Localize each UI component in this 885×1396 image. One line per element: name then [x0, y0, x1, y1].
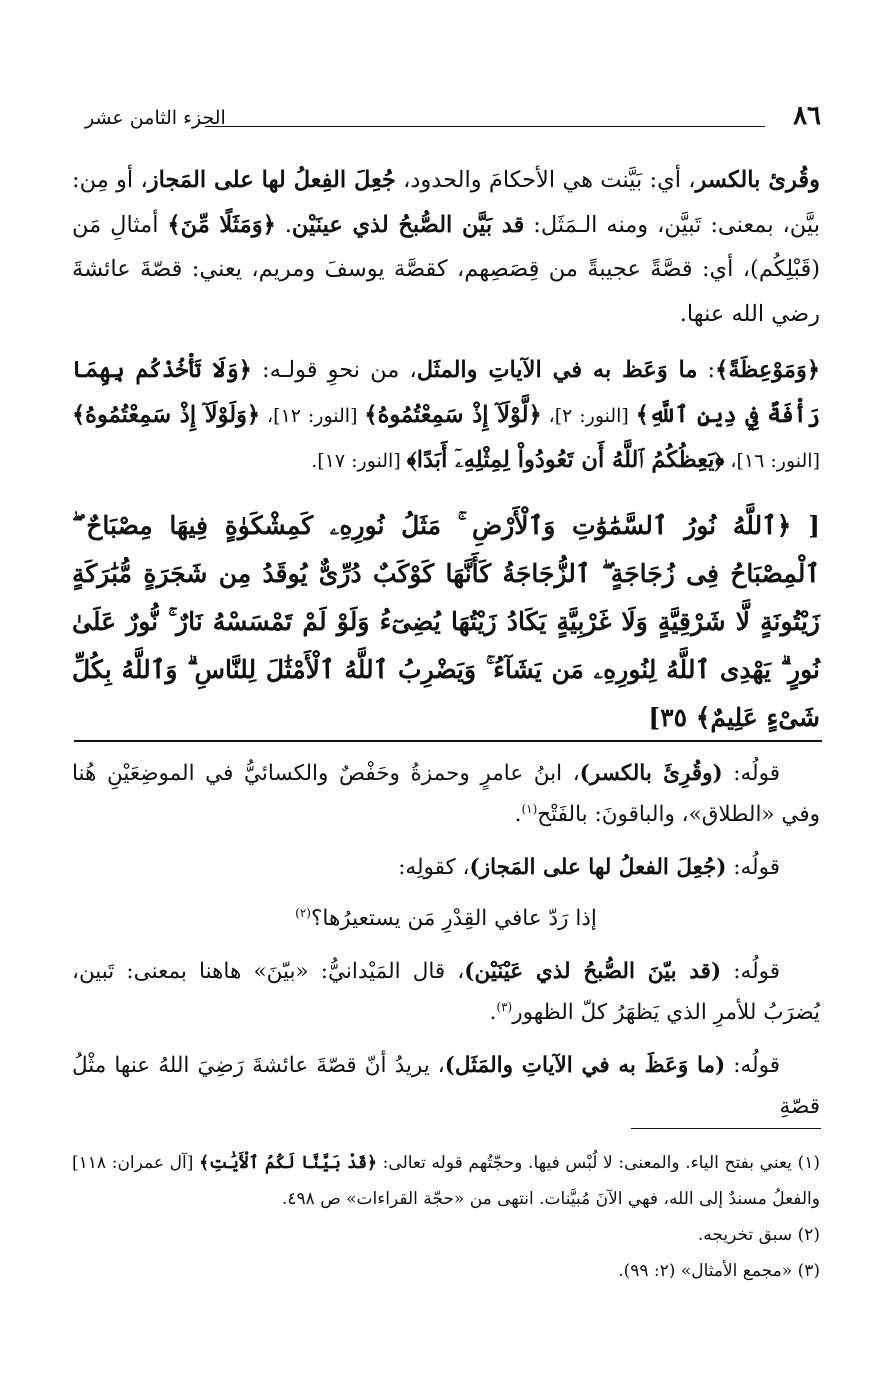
footnotes	[72, 1145, 820, 1289]
main-paragraph-1	[72, 158, 820, 336]
quran-quote: ﴿وَمَوْعِظَةً﴾	[715, 357, 821, 383]
quran-verse-35: [ ﴿ٱللَّهُ نُورُ ٱلسَّمَٰوَٰتِ وَٱلْأَرْضِ ۚ مَثَلُ نُورِهِۦ كَمِشْكَوٰةٍ فِيهَا مِصْبَاحٌ ۖ ٱلْمِصْبَاحُ فِى زُجَاجَةٍ ۖ ٱلزُّجَاجَةُ كَأَنَّهَا كَوْكَبٌ دُرِّىٌّ يُوقَدُ مِن شَجَرَةٍ مُّبَٰرَكَةٍ زَيْتُونَةٍ لَّا شَرْقِيَّةٍ وَلَا غَرْبِيَّةٍ يَكَادُ زَيْتُهَا يُضِىٓءُ وَلَوْ لَمْ تَمْسَسْهُ نَارٌ ۚ نُّورٌ عَلَىٰ نُورٍ ۗ يَهْدِى ٱللَّهُ لِنُورِهِۦ مَن يَشَآءُ ۚ وَيَضْرِبُ ٱللَّهُ ٱلْأَمْثَٰلَ لِلنَّاسِ ۗ وَٱللَّهُ بِكُلِّ شَىْءٍ عَلِيمٌ﴾ ٣٥]	[72, 510, 820, 732]
commentary-section	[72, 753, 820, 1127]
text-run: قولُه:	[725, 1053, 780, 1078]
page-header	[85, 100, 821, 140]
footnote-1	[72, 1145, 820, 1217]
text-run: [آل عمران: ١١٨] والفعلُ مسندٌ إلى الله، فهي الآنَ مُبيَّنات. انتهى من «حجّة القراءات» ص ٤٩٨.	[72, 1153, 820, 1209]
poem-text: إذا رَدّ عافي القِدْرِ مَن يستعيرُها؟	[310, 906, 597, 931]
bold-proverb: قد بَيَّن الصُّبحُ لذي عينَيْن	[291, 211, 525, 238]
footnote-2	[72, 1217, 820, 1253]
footnote-number: (٣)	[797, 1261, 820, 1281]
bold-lemma: جُعِلَ الفِعلُ لها على المَجاز	[147, 167, 396, 193]
text-run: ، كقولِه:	[398, 855, 470, 880]
footnote-marker: (٢)	[295, 905, 311, 920]
footnote-marker: (٣)	[496, 999, 513, 1014]
bold-lemma: (ما وَعَظَ به في الآياتِ والمَثَل)	[444, 1053, 726, 1078]
text-run: :	[697, 357, 716, 383]
footnote-3	[72, 1253, 820, 1289]
footnote-rule	[631, 1128, 821, 1129]
separator-rule	[74, 740, 822, 742]
bold-lemma: (قد بيّنَ الصُّبحُ لذي عَيْنَيْن)	[464, 959, 722, 984]
verse-reference: [النور: ٢]،	[541, 404, 636, 427]
text-run: ، قال المَيْدانيُّ: «بيّنَ» هاهنا بمعنى: تَبين، يُضرَبُ للأمرِ الذي يَظهَرُ كلّ الظهور	[72, 959, 820, 1025]
footnote-marker: (١)	[521, 801, 538, 816]
text-run: .	[489, 1000, 497, 1025]
bold-lemma: ما وَعَظ به في الآياتِ والمثَل	[416, 357, 698, 383]
commentary-paragraph-2	[72, 847, 820, 888]
quran-quote: ﴿وَمَثَلًا مِّنَ﴾	[167, 211, 276, 238]
header-rule	[205, 126, 765, 127]
quran-quote: ﴿يَعِظُكُمُ ٱللَّهُ أَن تَعُودُواْ لِمِثْلِهِۦٓ أَبَدًا﴾	[406, 447, 725, 473]
bold-lemma: وقُرئ بالكسر	[695, 167, 820, 193]
verse-reference: [النور: ١٧].	[311, 450, 407, 472]
text-run: ، ابنُ عامرٍ وحمزةُ وحَفْصٌ والكسائيُّ في الموضِعَيْنِ هُنا وفي «الطلاق»، والباقونَ: بالفَتْح	[72, 761, 820, 827]
text-run: أمثالِ مَن	[72, 211, 168, 238]
bold-lemma: (وقُرِئَ بالكسر)	[579, 761, 723, 786]
text-run: قولُه:	[722, 761, 780, 786]
page-number: ٨٦	[793, 101, 821, 131]
running-title: الجزء الثامن عشر	[85, 107, 226, 129]
text-run: ، من نحوِ قولـه:	[251, 357, 417, 383]
poem-line	[72, 898, 820, 939]
text-run: ، أو مِن: بيَّن، بمعنى: تَبيَّن، ومنه الـمَثَل:	[72, 167, 820, 238]
commentary-paragraph-4	[72, 1045, 820, 1127]
text-run: ، أي: بَيَّنت هي الأحكامَ والحدود،	[395, 167, 696, 193]
text-run: .	[514, 802, 522, 827]
verse-reference: [النور: ١٢]،	[260, 404, 365, 427]
text-run: .	[275, 211, 292, 238]
text-run: ، أي: قصَّةً عجيبةً من قِصَصِهم، كقصَّة يوسفَ ومريم، يعني: قصّةَ عائشةَ رضي الله عنها.	[72, 256, 820, 327]
main-text	[72, 158, 820, 742]
verse-reference: [النور: ١٦]،	[724, 450, 820, 472]
main-paragraph-2	[72, 348, 820, 484]
text-run: قولُه:	[726, 855, 780, 880]
quran-quote: ﴿وَلَوْلَآ إِذْ سَمِعْتُمُوهُ﴾	[72, 401, 261, 428]
bold-lemma: (جُعِلَ الفعلُ لها على المَجاز)	[469, 855, 727, 880]
text-run: ، يريدُ أنّ قصّةَ عائشةَ رَضِيَ اللهُ عنها مثْلُ قصّةِ	[72, 1053, 820, 1119]
text-run: يعني بفتح الياء. والمعنى: لا لُبْس فيها. وحجّتُهم قوله تعالى:	[377, 1153, 798, 1173]
text-run: قولُه:	[721, 959, 781, 984]
quran-word: (قَبْلِكُم)	[750, 256, 820, 282]
footnote-number: (١)	[797, 1153, 820, 1173]
quran-quote: ﴿وَلَا تَأْخُذْكُم بِهِمَا رَأْفَةٌ فِي دِينِ ٱللَّهِ﴾	[72, 357, 821, 428]
text-run: «مجمع الأمثال» (٢: ٩٩).	[618, 1261, 798, 1281]
footnote-number: (٢)	[797, 1225, 820, 1245]
commentary-paragraph-3	[72, 951, 820, 1033]
commentary-paragraph-1	[72, 753, 820, 835]
quran-quote: ﴿لَّوْلَآ إِذْ سَمِعْتُمُوهُ﴾	[364, 401, 542, 428]
quran-quote: ﴿قَدْ بَيَّنَّا لَكُمُ ٱلْأَيَٰتِ﴾	[199, 1153, 377, 1173]
text-run: سبق تخريجه.	[697, 1225, 798, 1245]
